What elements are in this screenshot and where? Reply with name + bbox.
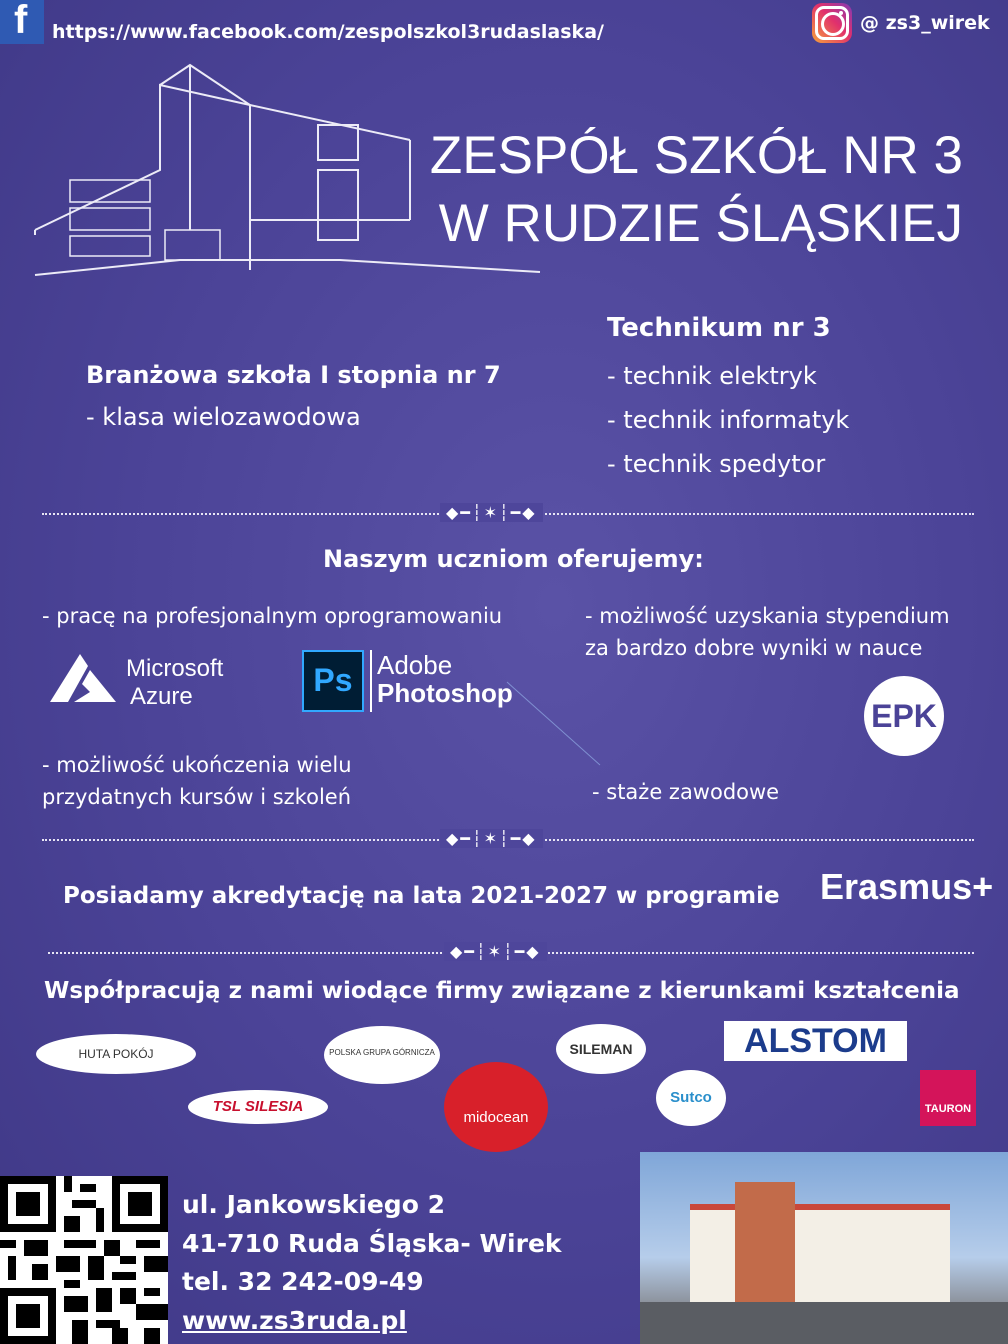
qr-code[interactable] (0, 1176, 168, 1344)
azure-icon (50, 654, 120, 704)
partner-label: TAURON (924, 1103, 972, 1115)
azure-logo-text (126, 655, 223, 711)
partner-label: SILEMAN (569, 1041, 633, 1057)
logo-separator (370, 650, 372, 712)
partner-sutco (656, 1070, 726, 1126)
divider-ornament: ◆━┆✶┆━◆ (444, 942, 547, 961)
partner-label: TSL SILESIA (212, 1098, 304, 1115)
partner-sileman (556, 1024, 646, 1074)
partner-huta-pokoj (36, 1034, 196, 1074)
page-title (430, 122, 963, 258)
address-city: 41-710 Ruda Śląska- Wirek (182, 1228, 562, 1258)
technikum-item: - technik elektryk (607, 362, 817, 390)
partner-label: midocean (463, 1109, 529, 1126)
epk-logo: EPK (864, 676, 944, 756)
partner-label: ALSTOM (744, 1022, 887, 1060)
street (640, 1302, 1008, 1344)
instagram-handle[interactable]: @ zs3_wirek (860, 12, 990, 34)
divider-ornament: ◆━┆✶┆━◆ (440, 829, 543, 848)
azure-line-1: Microsoft (126, 655, 224, 682)
partners-heading: Współpracują z nami wiodące firmy związane z kierunkami kształcenia (44, 978, 960, 1004)
branzowa-item: - klasa wielozawodowa (86, 403, 361, 431)
address-phone[interactable]: tel. 32 242-09-49 (182, 1267, 424, 1296)
technikum-item: - technik informatyk (607, 406, 850, 434)
offer-internships: - staże zawodowe (592, 780, 780, 804)
school-building (690, 1204, 950, 1310)
school-photo (640, 1152, 1008, 1344)
partner-alstom (724, 1021, 907, 1061)
offer-courses-1: - możliwość ukończenia wielu (42, 753, 352, 777)
partner-label: Sutco (670, 1089, 712, 1106)
azure-line-2: Azure (130, 683, 193, 710)
photoshop-line-1: Adobe (377, 650, 453, 680)
decorative-line (505, 680, 605, 770)
partner-tauron (920, 1070, 976, 1126)
offer-scholarship-2: za bardzo dobre wyniki w nauce (585, 636, 923, 660)
offer-courses-2: przydatnych kursów i szkoleń (42, 785, 352, 809)
title-line-1: ZESPÓŁ SZKÓŁ NR 3 (429, 126, 963, 185)
accreditation-text: Posiadamy akredytację na lata 2021-2027 w programie (63, 883, 780, 909)
address-website-link[interactable]: www.zs3ruda.pl (182, 1305, 407, 1335)
facebook-icon[interactable]: f (0, 0, 44, 44)
partner-midocean (444, 1062, 548, 1152)
instagram-icon[interactable] (812, 3, 852, 43)
facebook-url[interactable]: https://www.facebook.com/zespolszkol3rudaslaska/ (52, 21, 604, 43)
divider-ornament: ◆━┆✶┆━◆ (440, 503, 543, 522)
erasmus-logo-text: Erasmus+ (820, 866, 994, 907)
erasmus-logo (820, 866, 994, 922)
partner-label: HUTA POKÓJ (78, 1047, 154, 1061)
school-tower (735, 1182, 795, 1304)
address-street: ul. Jankowskiego 2 (182, 1190, 445, 1219)
offer-heading: Naszym uczniom oferujemy: (323, 545, 704, 573)
branzowa-heading: Branżowa szkoła I stopnia nr 7 (86, 361, 501, 389)
contact-address (182, 1186, 562, 1340)
technikum-item: - technik spedytor (607, 450, 826, 478)
partner-pgg (324, 1026, 440, 1084)
photoshop-icon: Ps (302, 650, 364, 712)
partner-label: POLSKA GRUPA GÓRNICZA (329, 1048, 435, 1057)
offer-scholarship-1: - możliwość uzyskania stypendium (585, 604, 950, 628)
photoshop-logo-text (377, 651, 513, 707)
partner-tsl-silesia (188, 1090, 328, 1124)
photoshop-line-2: Photoshop (377, 678, 513, 708)
technikum-heading: Technikum nr 3 (607, 313, 831, 343)
offer-software: - pracę na profesjonalnym oprogramowaniu (42, 604, 503, 628)
title-line-2: W RUDZIE ŚLĄSKIEJ (438, 194, 963, 253)
